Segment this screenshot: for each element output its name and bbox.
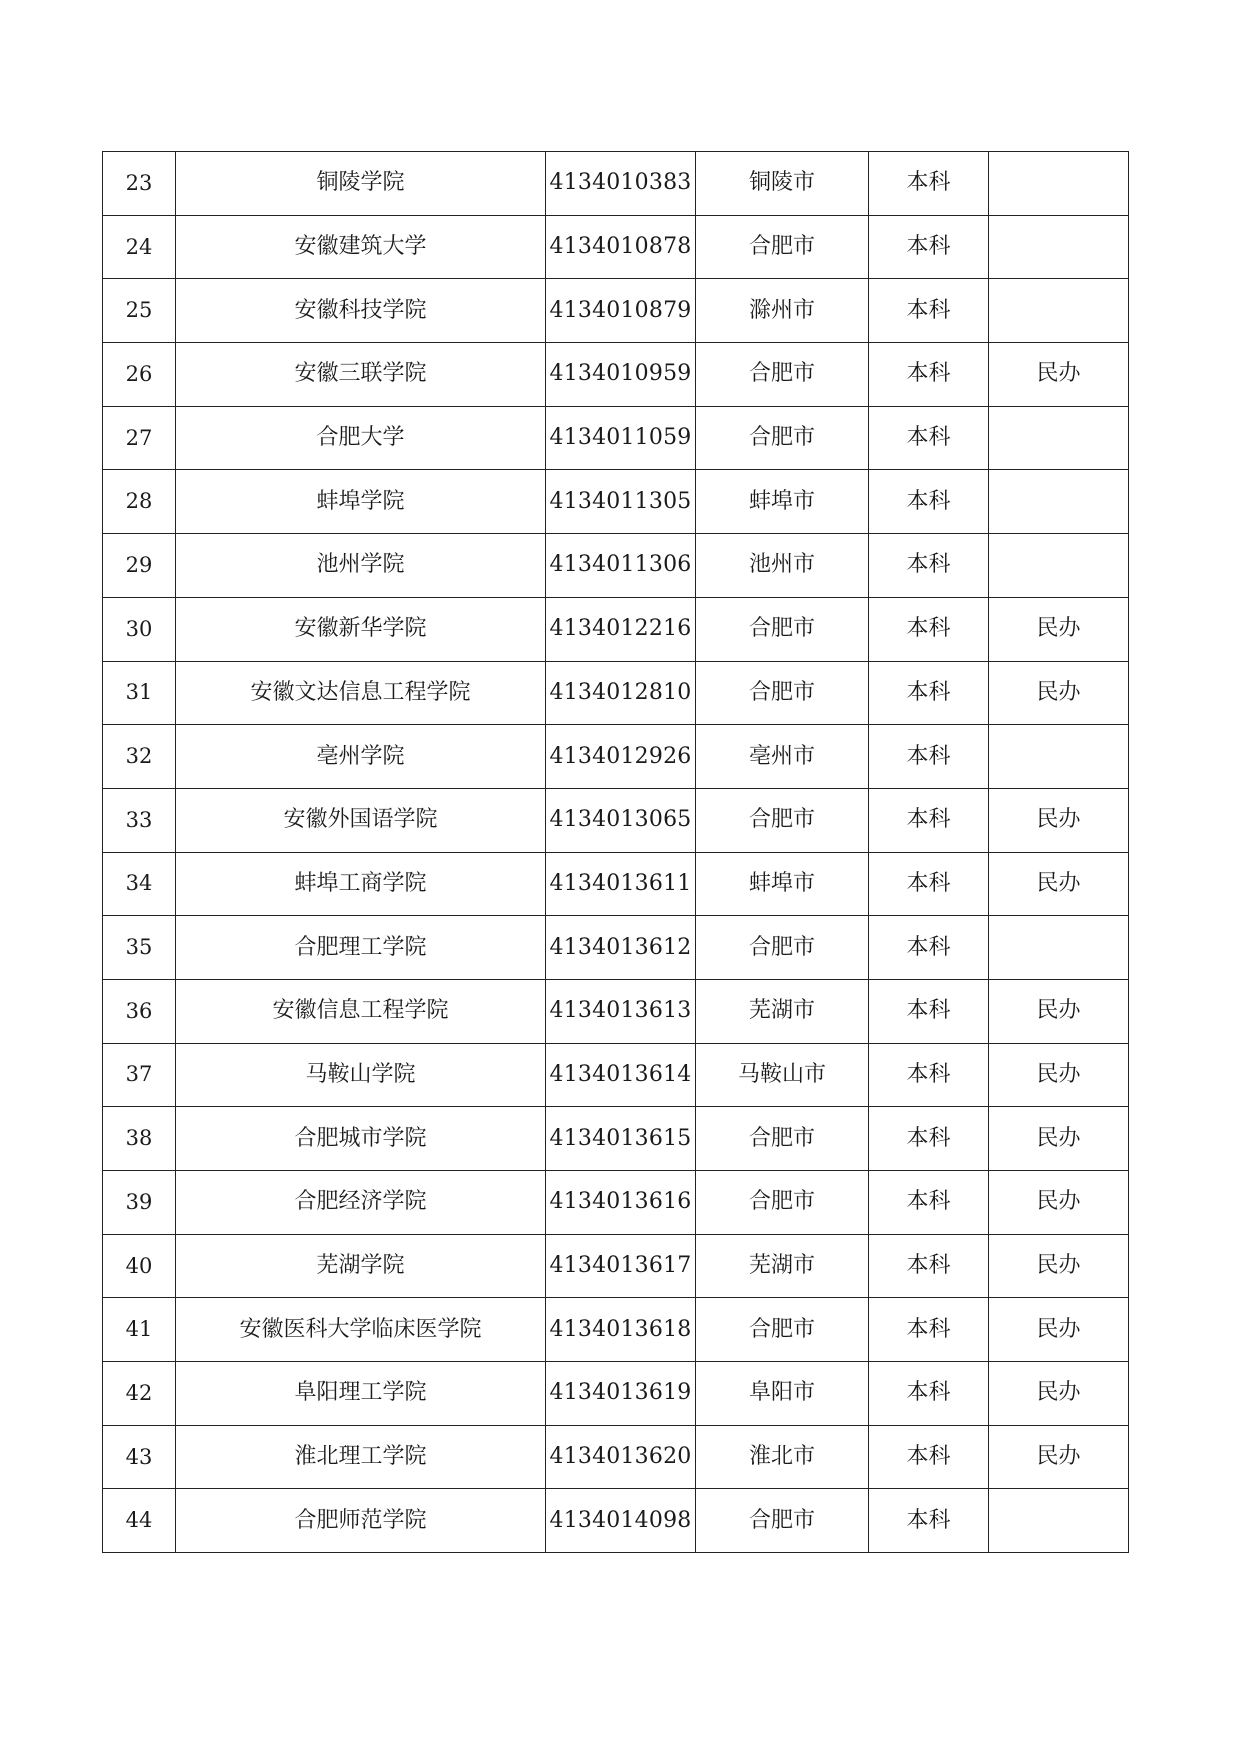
institution-code: 4134013615 [546,1107,696,1171]
table-row [103,1107,1129,1171]
institution-name: 合肥城市学院 [176,1107,546,1171]
institution-code: 4134013614 [546,1043,696,1107]
row-number: 35 [103,916,176,980]
ownership-note: 民办 [989,1107,1129,1171]
row-number: 36 [103,979,176,1043]
institution-name: 安徽三联学院 [176,343,546,407]
ownership-note [989,1489,1129,1553]
table-body [103,152,1129,1553]
institution-name: 合肥理工学院 [176,916,546,980]
location-city: 合肥市 [696,215,869,279]
institution-name: 安徽医科大学临床医学院 [176,1298,546,1362]
row-number: 24 [103,215,176,279]
education-level: 本科 [869,852,989,916]
table-row [103,279,1129,343]
table-row [103,597,1129,661]
location-city: 合肥市 [696,1107,869,1171]
location-city: 合肥市 [696,343,869,407]
location-city: 合肥市 [696,1489,869,1553]
location-city: 滁州市 [696,279,869,343]
ownership-note: 民办 [989,788,1129,852]
education-level: 本科 [869,406,989,470]
education-level: 本科 [869,1171,989,1235]
education-level: 本科 [869,1489,989,1553]
institution-code: 4134012216 [546,597,696,661]
ownership-note: 民办 [989,343,1129,407]
row-number: 31 [103,661,176,725]
ownership-note: 民办 [989,852,1129,916]
location-city: 蚌埠市 [696,470,869,534]
institution-code: 4134010878 [546,215,696,279]
location-city: 淮北市 [696,1425,869,1489]
institution-table [102,151,1129,1553]
ownership-note: 民办 [989,1043,1129,1107]
table-row [103,1171,1129,1235]
institution-code: 4134013618 [546,1298,696,1362]
institution-code: 4134011305 [546,470,696,534]
ownership-note [989,152,1129,216]
education-level: 本科 [869,979,989,1043]
ownership-note [989,279,1129,343]
location-city: 马鞍山市 [696,1043,869,1107]
location-city: 铜陵市 [696,152,869,216]
ownership-note: 民办 [989,1234,1129,1298]
institution-code: 4134014098 [546,1489,696,1553]
row-number: 25 [103,279,176,343]
institution-code: 4134013613 [546,979,696,1043]
education-level: 本科 [869,279,989,343]
education-level: 本科 [869,725,989,789]
education-level: 本科 [869,1234,989,1298]
ownership-note: 民办 [989,597,1129,661]
row-number: 23 [103,152,176,216]
table-row [103,916,1129,980]
location-city: 池州市 [696,534,869,598]
table-row [103,152,1129,216]
ownership-note: 民办 [989,1362,1129,1426]
row-number: 28 [103,470,176,534]
ownership-note: 民办 [989,1298,1129,1362]
institution-code: 4134012810 [546,661,696,725]
ownership-note: 民办 [989,1425,1129,1489]
institution-name: 马鞍山学院 [176,1043,546,1107]
education-level: 本科 [869,534,989,598]
institution-name: 蚌埠学院 [176,470,546,534]
row-number: 33 [103,788,176,852]
institution-name: 亳州学院 [176,725,546,789]
institution-code: 4134011059 [546,406,696,470]
institution-name: 淮北理工学院 [176,1425,546,1489]
institution-code: 4134013612 [546,916,696,980]
education-level: 本科 [869,470,989,534]
row-number: 43 [103,1425,176,1489]
institution-code: 4134010383 [546,152,696,216]
row-number: 38 [103,1107,176,1171]
institution-name: 芜湖学院 [176,1234,546,1298]
table-row [103,1362,1129,1426]
table-row [103,788,1129,852]
institution-name: 合肥大学 [176,406,546,470]
ownership-note: 民办 [989,661,1129,725]
institution-name: 阜阳理工学院 [176,1362,546,1426]
row-number: 27 [103,406,176,470]
institution-code: 4134013616 [546,1171,696,1235]
institution-name: 蚌埠工商学院 [176,852,546,916]
table-row [103,1234,1129,1298]
location-city: 阜阳市 [696,1362,869,1426]
table-row [103,1425,1129,1489]
table-row [103,979,1129,1043]
row-number: 41 [103,1298,176,1362]
table-row [103,215,1129,279]
table-row [103,343,1129,407]
table-row [103,1043,1129,1107]
ownership-note: 民办 [989,979,1129,1043]
institution-code: 4134011306 [546,534,696,598]
table-row [103,1489,1129,1553]
institution-name: 安徽信息工程学院 [176,979,546,1043]
institution-name: 池州学院 [176,534,546,598]
row-number: 34 [103,852,176,916]
row-number: 39 [103,1171,176,1235]
location-city: 合肥市 [696,661,869,725]
location-city: 合肥市 [696,406,869,470]
institution-name: 安徽文达信息工程学院 [176,661,546,725]
row-number: 30 [103,597,176,661]
table-row [103,534,1129,598]
row-number: 32 [103,725,176,789]
location-city: 合肥市 [696,1171,869,1235]
location-city: 合肥市 [696,1298,869,1362]
ownership-note [989,215,1129,279]
education-level: 本科 [869,152,989,216]
location-city: 芜湖市 [696,1234,869,1298]
institution-code: 4134010959 [546,343,696,407]
education-level: 本科 [869,1107,989,1171]
location-city: 合肥市 [696,597,869,661]
table-row [103,470,1129,534]
location-city: 亳州市 [696,725,869,789]
table-row [103,725,1129,789]
education-level: 本科 [869,661,989,725]
education-level: 本科 [869,1425,989,1489]
education-level: 本科 [869,343,989,407]
education-level: 本科 [869,597,989,661]
institution-name: 合肥师范学院 [176,1489,546,1553]
institution-code: 4134012926 [546,725,696,789]
row-number: 29 [103,534,176,598]
institution-code: 4134010879 [546,279,696,343]
education-level: 本科 [869,1043,989,1107]
row-number: 44 [103,1489,176,1553]
table-row [103,661,1129,725]
row-number: 42 [103,1362,176,1426]
ownership-note [989,406,1129,470]
education-level: 本科 [869,788,989,852]
institution-code: 4134013611 [546,852,696,916]
ownership-note [989,916,1129,980]
institution-code: 4134013620 [546,1425,696,1489]
table-row [103,406,1129,470]
table-row [103,852,1129,916]
ownership-note [989,470,1129,534]
education-level: 本科 [869,916,989,980]
document-page [102,151,1129,1553]
education-level: 本科 [869,1298,989,1362]
institution-code: 4134013065 [546,788,696,852]
institution-name: 铜陵学院 [176,152,546,216]
location-city: 合肥市 [696,916,869,980]
location-city: 合肥市 [696,788,869,852]
institution-name: 安徽外国语学院 [176,788,546,852]
ownership-note [989,534,1129,598]
institution-name: 安徽科技学院 [176,279,546,343]
location-city: 蚌埠市 [696,852,869,916]
institution-name: 安徽新华学院 [176,597,546,661]
ownership-note [989,725,1129,789]
institution-code: 4134013617 [546,1234,696,1298]
location-city: 芜湖市 [696,979,869,1043]
institution-code: 4134013619 [546,1362,696,1426]
table-row [103,1298,1129,1362]
education-level: 本科 [869,1362,989,1426]
institution-name: 安徽建筑大学 [176,215,546,279]
row-number: 40 [103,1234,176,1298]
row-number: 37 [103,1043,176,1107]
ownership-note: 民办 [989,1171,1129,1235]
institution-name: 合肥经济学院 [176,1171,546,1235]
row-number: 26 [103,343,176,407]
education-level: 本科 [869,215,989,279]
